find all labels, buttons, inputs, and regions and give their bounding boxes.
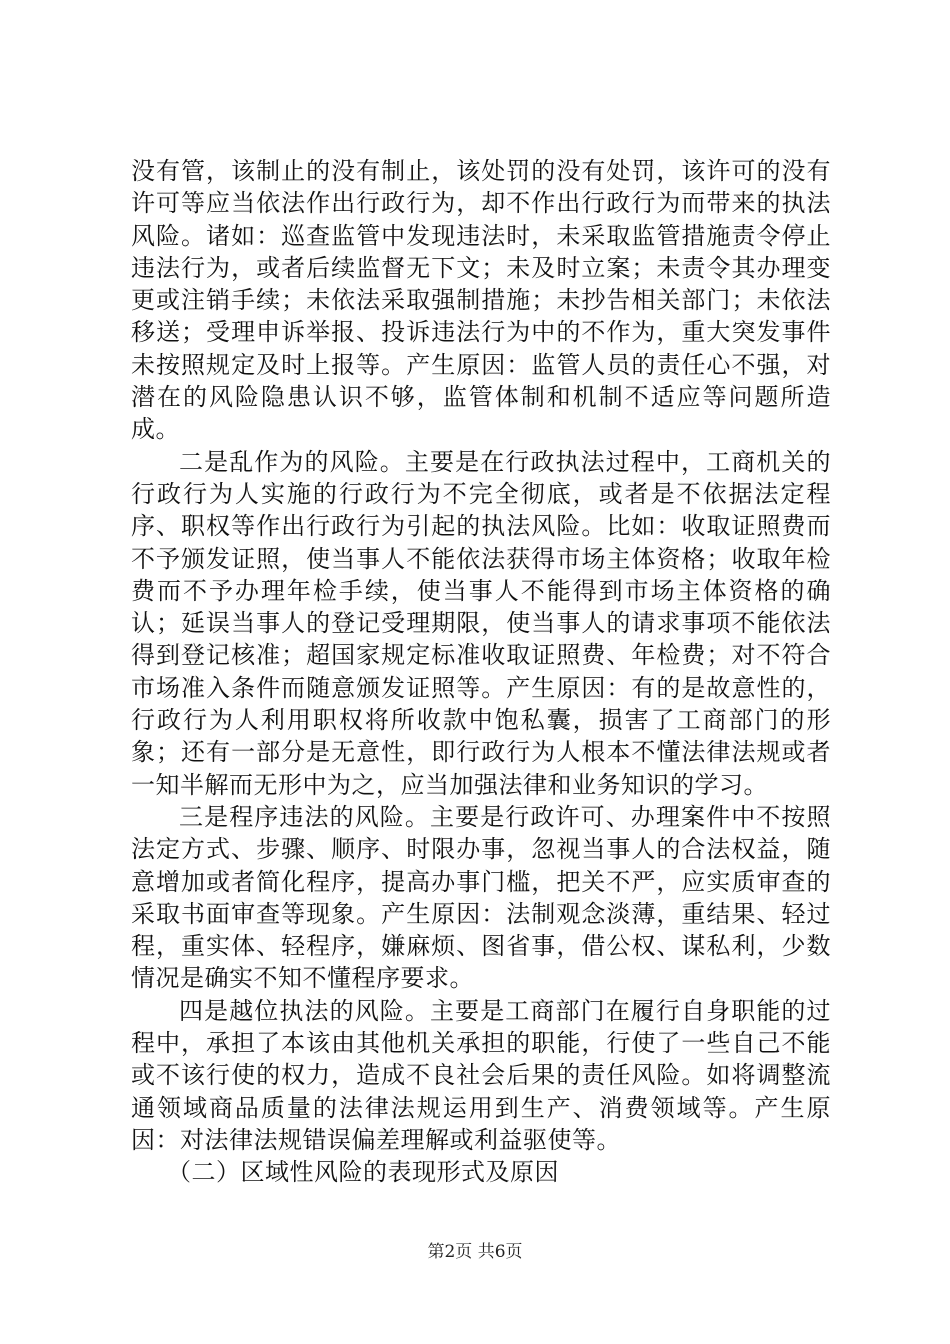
paragraph-disorderly-action-risk: 二是乱作为的风险。主要是在行政执法过程中，工商机关的行政行为人实施的行政行为不完全彻底，或者是不依据法定程序、职权等作出行政行为引起的执法风险。比如：收取证照费而不予颁发证照，使当事人不能依法获得市场主体资格；收取年检费而不予办理年检手续，使当事人不能得到市场主体资格的确认；延误当事人的登记受理期限，使当事人的请求事项不能依法得到登记核准；超国家规定标准收取证照费、年检费；对不符合市场准入条件而随意颁发证照等。产生原因：有的是故意性的，行政行为人利用职权将所收款中饱私囊，损害了工商部门的形象；还有一部分是无意性，即行政行为人根本不懂法律法规或者一知半解而无形中为之，应当加强法律和业务知识的学习。 xyxy=(131,447,831,799)
paragraph-procedural-violation-risk: 三是程序违法的风险。主要是行政许可、办理案件中不按照法定方式、步骤、顺序、时限办事，忽视当事人的合法权益，随意增加或者简化程序，提高办事门槛，把关不严，应实质审查的采取书面审查等现象。产生原因：法制观念淡薄，重结果、轻过程，重实体、轻程序，嫌麻烦、图省事，借公权、谋私利，少数情况是确实不知不懂程序要求。 xyxy=(131,802,831,993)
page-number-footer: 第2页 共6页 xyxy=(427,1242,523,1262)
paragraph-continuation: 没有管，该制止的没有制止，该处罚的没有处罚，该许可的没有许可等应当依法作出行政行为，却不作出行政行为而带来的执法风险。诸如：巡查监管中发现违法时，未采取监管措施责令停止违法行为，或者后续监督无下文；未及时立案；未责令其办理变更或注销手续；未依法采取强制措施；未抄告相关部门；未依法移送；受理申诉举报、投诉违法行为中的不作为，重大突发事件未按照规定及时上报等。产生原因：监管人员的责任心不强，对潜在的风险隐患认识不够，监管体制和机制不适应等问题所造成。 xyxy=(131,157,831,444)
section-heading-regional-risk: （二）区域性风险的表现形式及原因 xyxy=(167,1158,559,1187)
paragraph-overstepping-authority-risk: 四是越位执法的风险。主要是工商部门在履行自身职能的过程中，承担了本该由其他机关承担的职能，行使了一些自己不能或不该行使的权力，造成不良社会后果的责任风险。如将调整流通领域商品质量的法律法规运用到生产、消费领域等。产生原因：对法律法规错误偏差理解或利益驱使等。 xyxy=(131,996,831,1154)
document-body xyxy=(131,155,831,1189)
